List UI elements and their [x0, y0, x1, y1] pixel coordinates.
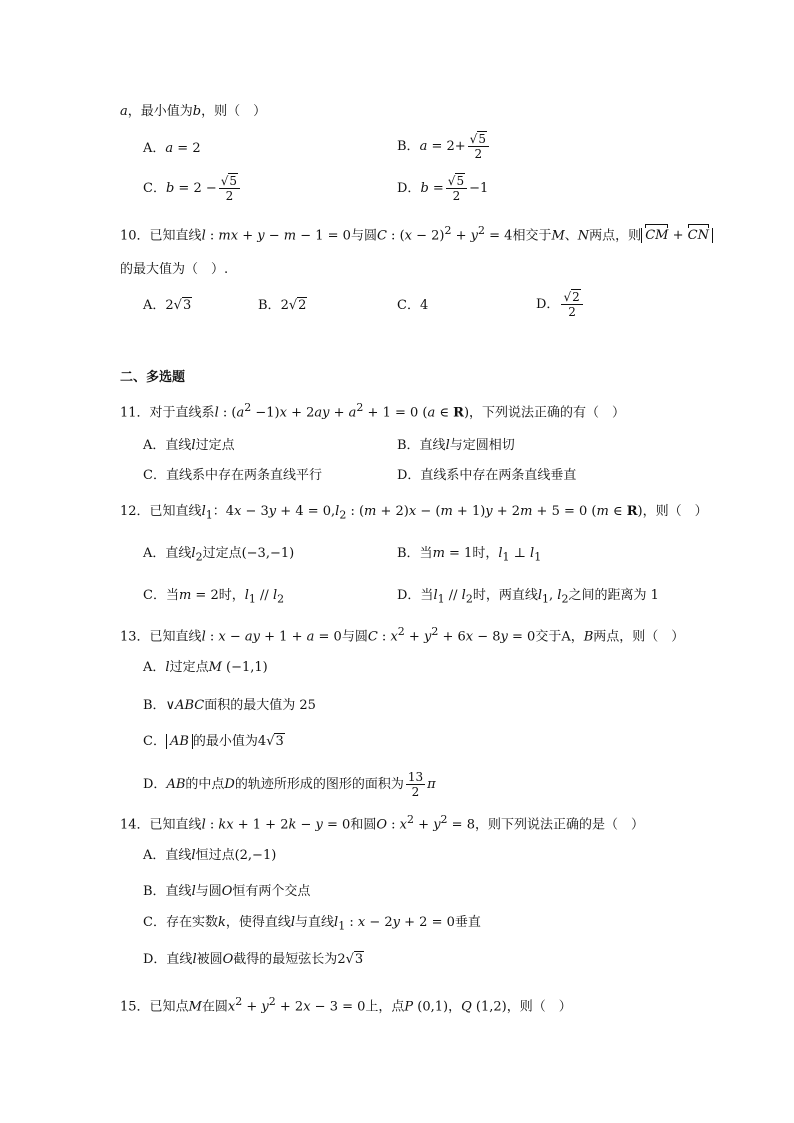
q12-option-b: B．当m = 1时，$l_1$ ⊥ $l_1$ — [397, 546, 542, 564]
q13-option-c: C． AB 的最小值为4√3 — [143, 734, 284, 749]
q12-option-a: A．直线$l_2$过定点(−3,−1) — [143, 546, 295, 564]
q10-stem: 10．已知直线l : mx + y − m − 1 = 0与圆C : $(x - 2)^2 + y^2 = 4$相交于M、N两点，则 CM + CN — [120, 222, 713, 245]
q13-option-d: D．AB的中点D的轨迹所形成的图形的面积为 $\frac{13}{2}$ π — [143, 770, 436, 799]
q11-stem: 11．对于直线系l : $(a^2 -1)x + 2ay + a^2 + 1 = 0$ (a ∈ R)，下列说法正确的有（ ） — [120, 401, 626, 421]
q11-option-d: D．直线系中存在两条直线垂直 — [397, 468, 577, 483]
q10-stem-line2: 的最大值为（ ）. — [120, 262, 229, 277]
q13-option-a: A．l过定点M (−1,1) — [143, 660, 268, 675]
q9-option-a: A．a = 2 — [143, 141, 201, 156]
q13-stem: 13．已知直线l : x − ay + 1 + a = 0与圆C : $x^2 + y^2 + 6x - 8y = 0$交于A，B两点，则（ ） — [120, 625, 685, 645]
q9-option-b: B．a = 2+ $\frac{√5}{2}$ — [397, 132, 491, 161]
q9-option-c: C．b = 2 − $\frac{√5}{2}$ — [143, 174, 242, 203]
q10-option-c: C．4 — [397, 298, 429, 313]
q14-stem: 14．已知直线l : kx + 1 + 2k − y = 0和圆O : $x^2 + y^2 = 8$，则下列说法正确的是（ ） — [120, 813, 644, 833]
q14-option-c: C．存在实数k，使得直线l与直线$l_1$ : x − 2y + 2 = 0垂直 — [143, 915, 481, 933]
q12-option-d: D．当$l_1 // l_2$时，两直线$l_1$, $l_2$之间的距离为 1 — [397, 588, 659, 606]
q11-option-a: A．直线l过定点 — [143, 438, 235, 453]
q10-option-d: D． $\frac{√2}{2}$ — [536, 290, 585, 319]
q9-option-d: D．b = $\frac{√5}{2}$ −1 — [397, 174, 489, 203]
q15-stem: 15．已知点M在圆$x^2 + y^2 + 2x - 3 = 0$上，点P (0,1)，Q (1,2)，则（ ） — [120, 995, 572, 1015]
q10-option-a: A．2√3 — [143, 298, 192, 313]
q9-stem-tail: a，最小值为b，则（ ） — [120, 104, 267, 119]
q11-option-c: C．直线系中存在两条直线平行 — [143, 468, 322, 483]
q14-option-d: D．直线l被圆O截得的最短弦长为2√3 — [143, 952, 364, 967]
q10-option-b: B．2√2 — [258, 298, 307, 313]
q14-option-a: A．直线l恒过点(2,−1) — [143, 848, 277, 863]
q12-option-c: C．当m = 2时，$l_1 // l_2$ — [143, 588, 285, 606]
q12-stem: 12．已知直线$l_1$：$4x - 3y + 4 = 0,l_2$ : (m + 2)x − (m + 1)y + 2m + 5 = 0 (m ∈ R)，则（ ） — [120, 504, 708, 522]
q13-option-b: B．∨ABC面积的最大值为 25 — [143, 698, 316, 713]
section-heading: 二、多选题 — [120, 370, 186, 385]
q11-option-b: B．直线l与定圆相切 — [397, 438, 515, 453]
q14-option-b: B．直线l与圆O恒有两个交点 — [143, 884, 311, 899]
